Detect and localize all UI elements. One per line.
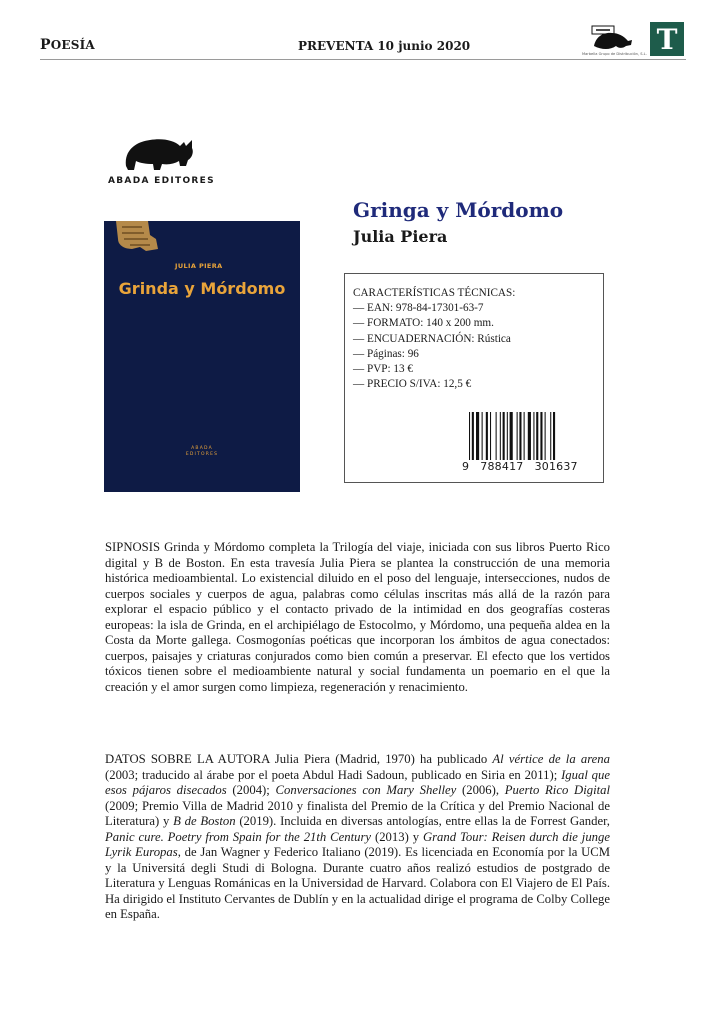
book-title: Gringa y Mórdomo xyxy=(353,198,564,222)
spec-item: — ENCUADERNACIÓN: Rústica xyxy=(353,332,511,345)
distributor-name: Marbella Grupo de Distribución, S.L. xyxy=(582,52,647,56)
spec-item: — PRECIO S/IVA: 12,5 € xyxy=(353,378,472,391)
publisher-name: ABADA EDITORES xyxy=(108,176,215,186)
presale-date: PREVENTA 10 junio 2020 xyxy=(298,39,471,53)
specs-heading: CARACTERÍSTICAS TÉCNICAS: xyxy=(353,287,516,299)
spec-item: — FORMATO: 140 x 200 mm. xyxy=(353,317,494,330)
spec-item: — PVP: 13 € xyxy=(353,363,413,376)
spec-item: — EAN: 978-84-17301-63-7 xyxy=(353,302,484,315)
header-divider xyxy=(40,59,686,60)
section-label: POESÍA xyxy=(40,37,95,53)
author-bio: DATOS SOBRE LA AUTORA Julia Piera (Madrid, 1970) ha publicado Al vértice de la arena (2003; traducido al árabe por el poeta Abdul Hadi Sadoun, publicado en Siria en 2011); Igual que esos pájaros disecados (2004); Conversaciones con Mary Shelley (2006), Puerto Rico Digital (2009; Premio Villa de Madrid 2010 y finalista del Premio de la Crítica y del Premio Nacional de Literatura) y B de Boston (2019). Incluida en diversas antologías, entre ellas la de Forrest Gander, Panic cure. Poetry from Spain for the 21th Century (2013) y Grand Tour: Reisen durch die junge Lyrik Europas, de Jan Wagner y Federico Italiano (2019). Es licenciada en Economía por la UCM y la Universitá degli Studi di Bologna. Durante cuatro años realizó estudios de postgrado de Literatura y Lenguas Románicas en la Universidad de Harvard. Colabora con El Viajero de El País. Ha dirigido el Instituto Cervantes de Dublín y en la actualidad dirige el programa de Colby College en España. xyxy=(105,752,611,921)
book-author: Julia Piera xyxy=(353,227,448,246)
book-cover xyxy=(104,221,300,492)
specs-box xyxy=(344,273,604,483)
barcode-digits: 9 788417 301637 xyxy=(462,460,578,473)
specs-list xyxy=(353,286,515,392)
t-logo: T xyxy=(650,22,684,56)
barcode-icon xyxy=(469,412,587,460)
cover-author: JULIA PIERA xyxy=(175,262,223,270)
synopsis: SIPNOSIS Grinda y Mórdomo completa la Trilogía del viaje, iniciada con sus libros Puerto Rico digital y B de Boston. En esta travesía Julia Piera se plantea la construcción de una memoria histórica medioambiental. Lo existencial diluido en el poso del lenguaje, intersecciones, nudos de cuerpos sociales y cuerpos de agua, palabras como células inscritas más allá de la razón para explorar el espacio público y el contacto privado de la intimidad en dos geografías costeras europeas: la isla de Grinda, en el archipiélago de Estocolmo, y Mórdomo, una pequeña aldea en la Costa da Morte gallega. Cosmogonías poéticas que incorporan los ámbitos de agua conectados: cuerpos, paisajes y criaturas conjurados como bien común a preservar. El efecto que los vertidos tóxicos tienen sobre el medioambiente natural y social fundamenta un poemario en el que la creación y el amor surgen como limpieza, regeneración y renacimiento. xyxy=(105,540,610,694)
cover-illustration-icon xyxy=(112,221,164,253)
cover-title: Grinda y Mórdomo xyxy=(118,279,286,298)
spec-item: — Páginas: 96 xyxy=(353,347,419,360)
cover-publisher: ABADA EDITORES xyxy=(185,446,219,457)
